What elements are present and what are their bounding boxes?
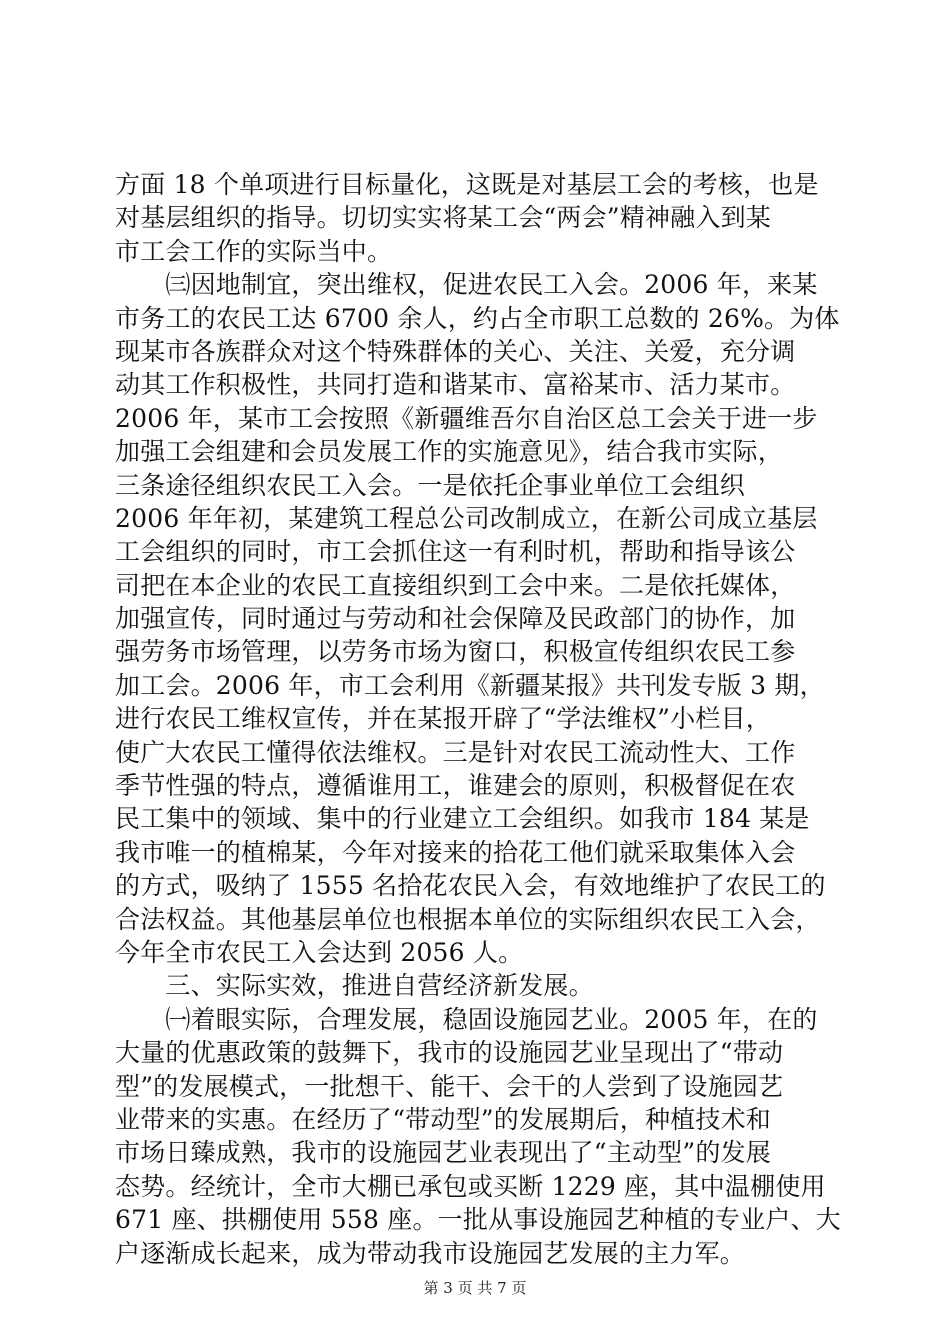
text-line: 工会组织的同时，市工会抓住这一有利时机，帮助和指导该公 <box>115 537 796 567</box>
text-line: 司把在本企业的农民工直接组织到工会中来。二是依托媒体， <box>115 570 796 600</box>
text-line: 使广大农民工懂得依法维权。三是针对农民工流动性大、工作 <box>115 737 796 767</box>
text-line: 对基层组织的指导。切切实实将某工会“两会”精神融入到某 <box>115 203 771 233</box>
text-line: 态势。经统计，全市大棚已承包或买断 1229 座，其中温棚使用 <box>115 1171 826 1201</box>
text-line: 方面 18 个单项进行目标量化，这既是对基层工会的考核，也是 <box>115 170 819 199</box>
text-line: 三、实际实效，推进自营经济新发展。 <box>115 971 594 1001</box>
text-line: 现某市各族群众对这个特殊群体的关心、关注、关爱，充分调 <box>115 336 796 366</box>
text-line: 市务工的农民工达 6700 余人，约占全市职工总数的 26%。为体 <box>115 303 840 333</box>
page-footer: 第 3 页 共 7 页 <box>423 1279 527 1297</box>
text-line: 大量的优惠政策的鼓舞下，我市的设施园艺业呈现出了“带动 <box>115 1038 784 1068</box>
text-line: 加工会。2006 年，市工会利用《新疆某报》共刊发专版 3 期， <box>115 670 825 700</box>
text-line: 今年全市农民工入会达到 2056 人。 <box>115 937 524 967</box>
text-line: 671 座、拱棚使用 558 座。一批从事设施园艺种植的专业户、大 <box>115 1205 841 1235</box>
text-line: 我市唯一的植棉某，今年对接来的拾花工他们就采取集体入会 <box>115 837 796 867</box>
document-body <box>115 168 845 1270</box>
text-line: 2006 年，某市工会按照《新疆维吾尔自治区总工会关于进一步 <box>115 403 818 433</box>
text-line: 市工会工作的实际当中。 <box>115 236 393 266</box>
text-line: 进行农民工维权宣传，并在某报开辟了“学法维权”小栏目， <box>115 704 771 734</box>
text-line: 三条途径组织农民工入会。一是依托企事业单位工会组织 <box>115 470 746 500</box>
text-line: 合法权益。其他基层单位也根据本单位的实际组织农民工入会， <box>115 904 821 934</box>
text-line: 季节性强的特点，遵循谁用工，谁建会的原则，积极督促在农 <box>115 771 796 801</box>
text-line: 加强宣传，同时通过与劳动和社会保障及民政部门的协作，加 <box>115 604 796 634</box>
text-line: 业带来的实惠。在经历了“带动型”的发展期后，种植技术和 <box>115 1104 771 1134</box>
text-line: 户逐渐成长起来，成为带动我市设施园艺发展的主力军。 <box>115 1238 746 1268</box>
text-line: ㈠着眼实际，合理发展，稳固设施园艺业。2005 年，在的 <box>115 1004 818 1034</box>
text-line: 2006 年年初，某建筑工程总公司改制成立，在新公司成立基层 <box>115 503 818 533</box>
text-line: 市场日臻成熟，我市的设施园艺业表现出了“主动型”的发展 <box>115 1138 771 1168</box>
text-line: ㈢因地制宜，突出维权，促进农民工入会。2006 年，来某 <box>115 270 818 300</box>
text-line: 民工集中的领域、集中的行业建立工会组织。如我市 184 某是 <box>115 804 810 834</box>
text-line: 强劳务市场管理，以劳务市场为窗口，积极宣传组织农民工参 <box>115 637 796 667</box>
text-line: 的方式，吸纳了 1555 名拾花农民入会，有效地维护了农民工的 <box>115 871 826 901</box>
text-line: 动其工作积极性，共同打造和谐某市、富裕某市、活力某市。 <box>115 370 796 400</box>
text-line: 型”的发展模式，一批想干、能干、会干的人尝到了设施园艺 <box>115 1071 784 1101</box>
text-line: 加强工会组建和会员发展工作的实施意见》，结合我市实际， <box>115 437 783 467</box>
